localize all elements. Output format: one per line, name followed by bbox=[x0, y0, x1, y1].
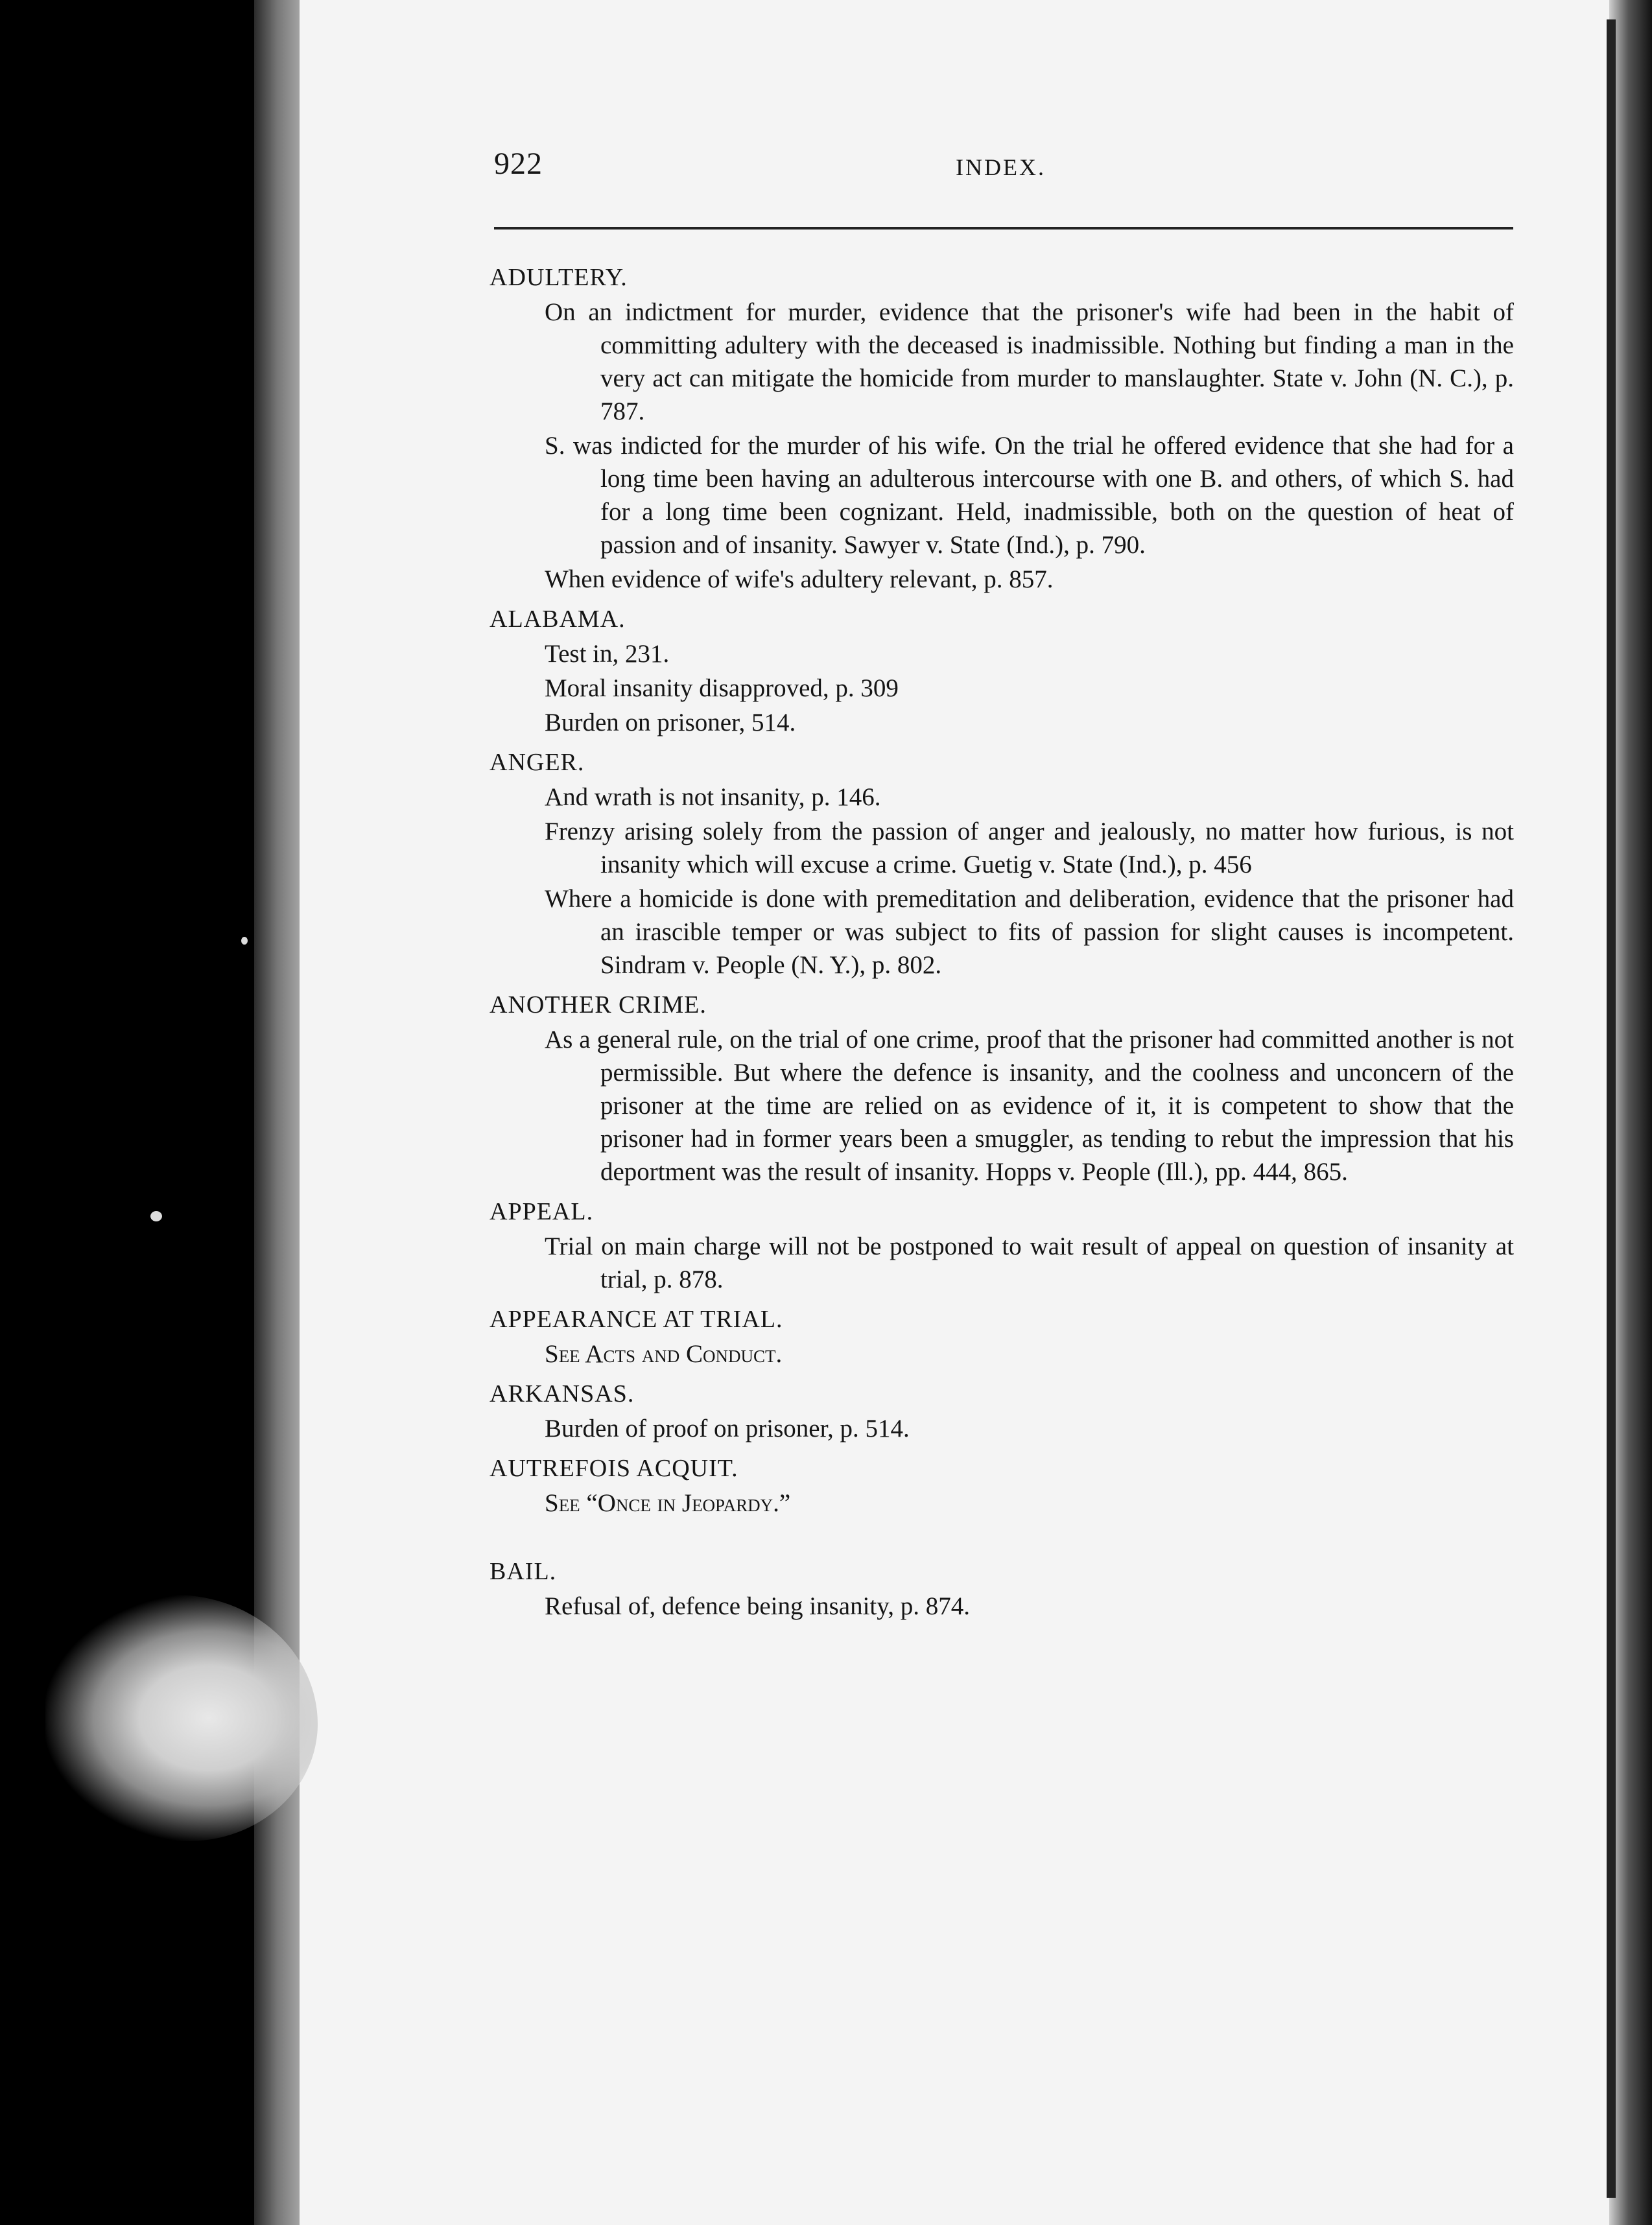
index-entry: Trial on main charge will not be postponed to wait result of appeal on question of insanity at trial, p. 878. bbox=[545, 1232, 1514, 1293]
index-section-appearance-at-trial bbox=[490, 1302, 1514, 1371]
index-entry: See “Once in Jeopardy.” bbox=[545, 1489, 791, 1517]
index-entry: Where a homicide is done with premeditation and deliberation, evidence that the prisoner had an irascible temper or was subject to fits of passion for slight causes is incompetent. Sindram v. People (N. Y.), p. 802. bbox=[545, 885, 1514, 979]
index-entry: On an indictment for murder, evidence that the prisoner's wife had been in the habit of committing adultery with the deceased is inadmissible. Nothing but finding a man in the very act can mitigate the homicide from murder to manslaughter. State v. John (N. C.), p. 787. bbox=[545, 298, 1514, 425]
index-section-adultery bbox=[490, 261, 1514, 596]
section-spacer bbox=[490, 1525, 1514, 1548]
index-heading: ANGER. bbox=[490, 749, 585, 776]
index-section-alabama bbox=[490, 602, 1514, 739]
page-header bbox=[494, 146, 1512, 191]
index-heading: APPEAL. bbox=[490, 1198, 594, 1225]
index-section-arkansas bbox=[490, 1377, 1514, 1445]
page-fold bbox=[1607, 19, 1616, 2198]
running-head: INDEX. bbox=[956, 154, 1046, 180]
index-entry: Frenzy arising solely from the passion of anger and jealously, no matter how furious, is not insanity which will excuse a crime. Guetig v. State (Ind.), p. 456 bbox=[545, 818, 1514, 878]
index-heading: ADULTERY. bbox=[490, 264, 628, 291]
header-rule bbox=[494, 227, 1513, 230]
index-entry: Burden of proof on prisoner, p. 514. bbox=[545, 1415, 910, 1442]
index-entry: Test in, 231. bbox=[545, 640, 670, 668]
index-section-autrefois-acquit bbox=[490, 1452, 1514, 1520]
index-heading: APPEARANCE AT TRIAL. bbox=[490, 1306, 783, 1333]
index-entry: S. was indicted for the murder of his wife. On the trial he offered evidence that she had for a long time been having an adulterous intercourse with one B. and others, of which S. had for a long time been cognizant. Held, inadmissible, both on the question of heat of passion and of insanity. Sawyer v. State (Ind.), p. 790. bbox=[545, 432, 1514, 559]
index-entry: Moral insanity disapproved, p. 309 bbox=[545, 674, 899, 702]
paper-speck bbox=[150, 1211, 162, 1221]
index-section-another-crime bbox=[490, 988, 1514, 1188]
index-heading: ANOTHER CRIME. bbox=[490, 991, 707, 1018]
index-entry: And wrath is not insanity, p. 146. bbox=[545, 783, 881, 811]
index-content bbox=[490, 254, 1514, 1628]
index-section-appeal bbox=[490, 1195, 1514, 1296]
index-entry: When evidence of wife's adultery relevant, p. 857. bbox=[545, 565, 1054, 593]
page-number: 922 bbox=[494, 147, 543, 181]
index-entry: Burden on prisoner, 514. bbox=[545, 709, 796, 736]
index-section-bail bbox=[490, 1555, 1514, 1623]
index-heading: ALABAMA. bbox=[490, 606, 626, 633]
index-heading: BAIL. bbox=[490, 1558, 557, 1585]
index-entry: Refusal of, defence being insanity, p. 874. bbox=[545, 1592, 970, 1620]
index-section-anger bbox=[490, 746, 1514, 982]
paper-speck bbox=[241, 937, 248, 945]
index-entry: As a general rule, on the trial of one crime, proof that the prisoner had committed another is not permissible. But where the defence is insanity, and the coolness and unconcern of the prisoner at the time are relied on as evidence of it, it is competent to show that the prisoner had in former years been a smuggler, as tending to rebut the impression that his deportment was the result of insanity. Hopps v. People (Ill.), pp. 444, 865. bbox=[545, 1026, 1514, 1186]
index-heading: AUTREFOIS ACQUIT. bbox=[490, 1455, 738, 1482]
index-heading: ARKANSAS. bbox=[490, 1380, 635, 1407]
index-entry: See Acts and Conduct. bbox=[545, 1340, 783, 1368]
